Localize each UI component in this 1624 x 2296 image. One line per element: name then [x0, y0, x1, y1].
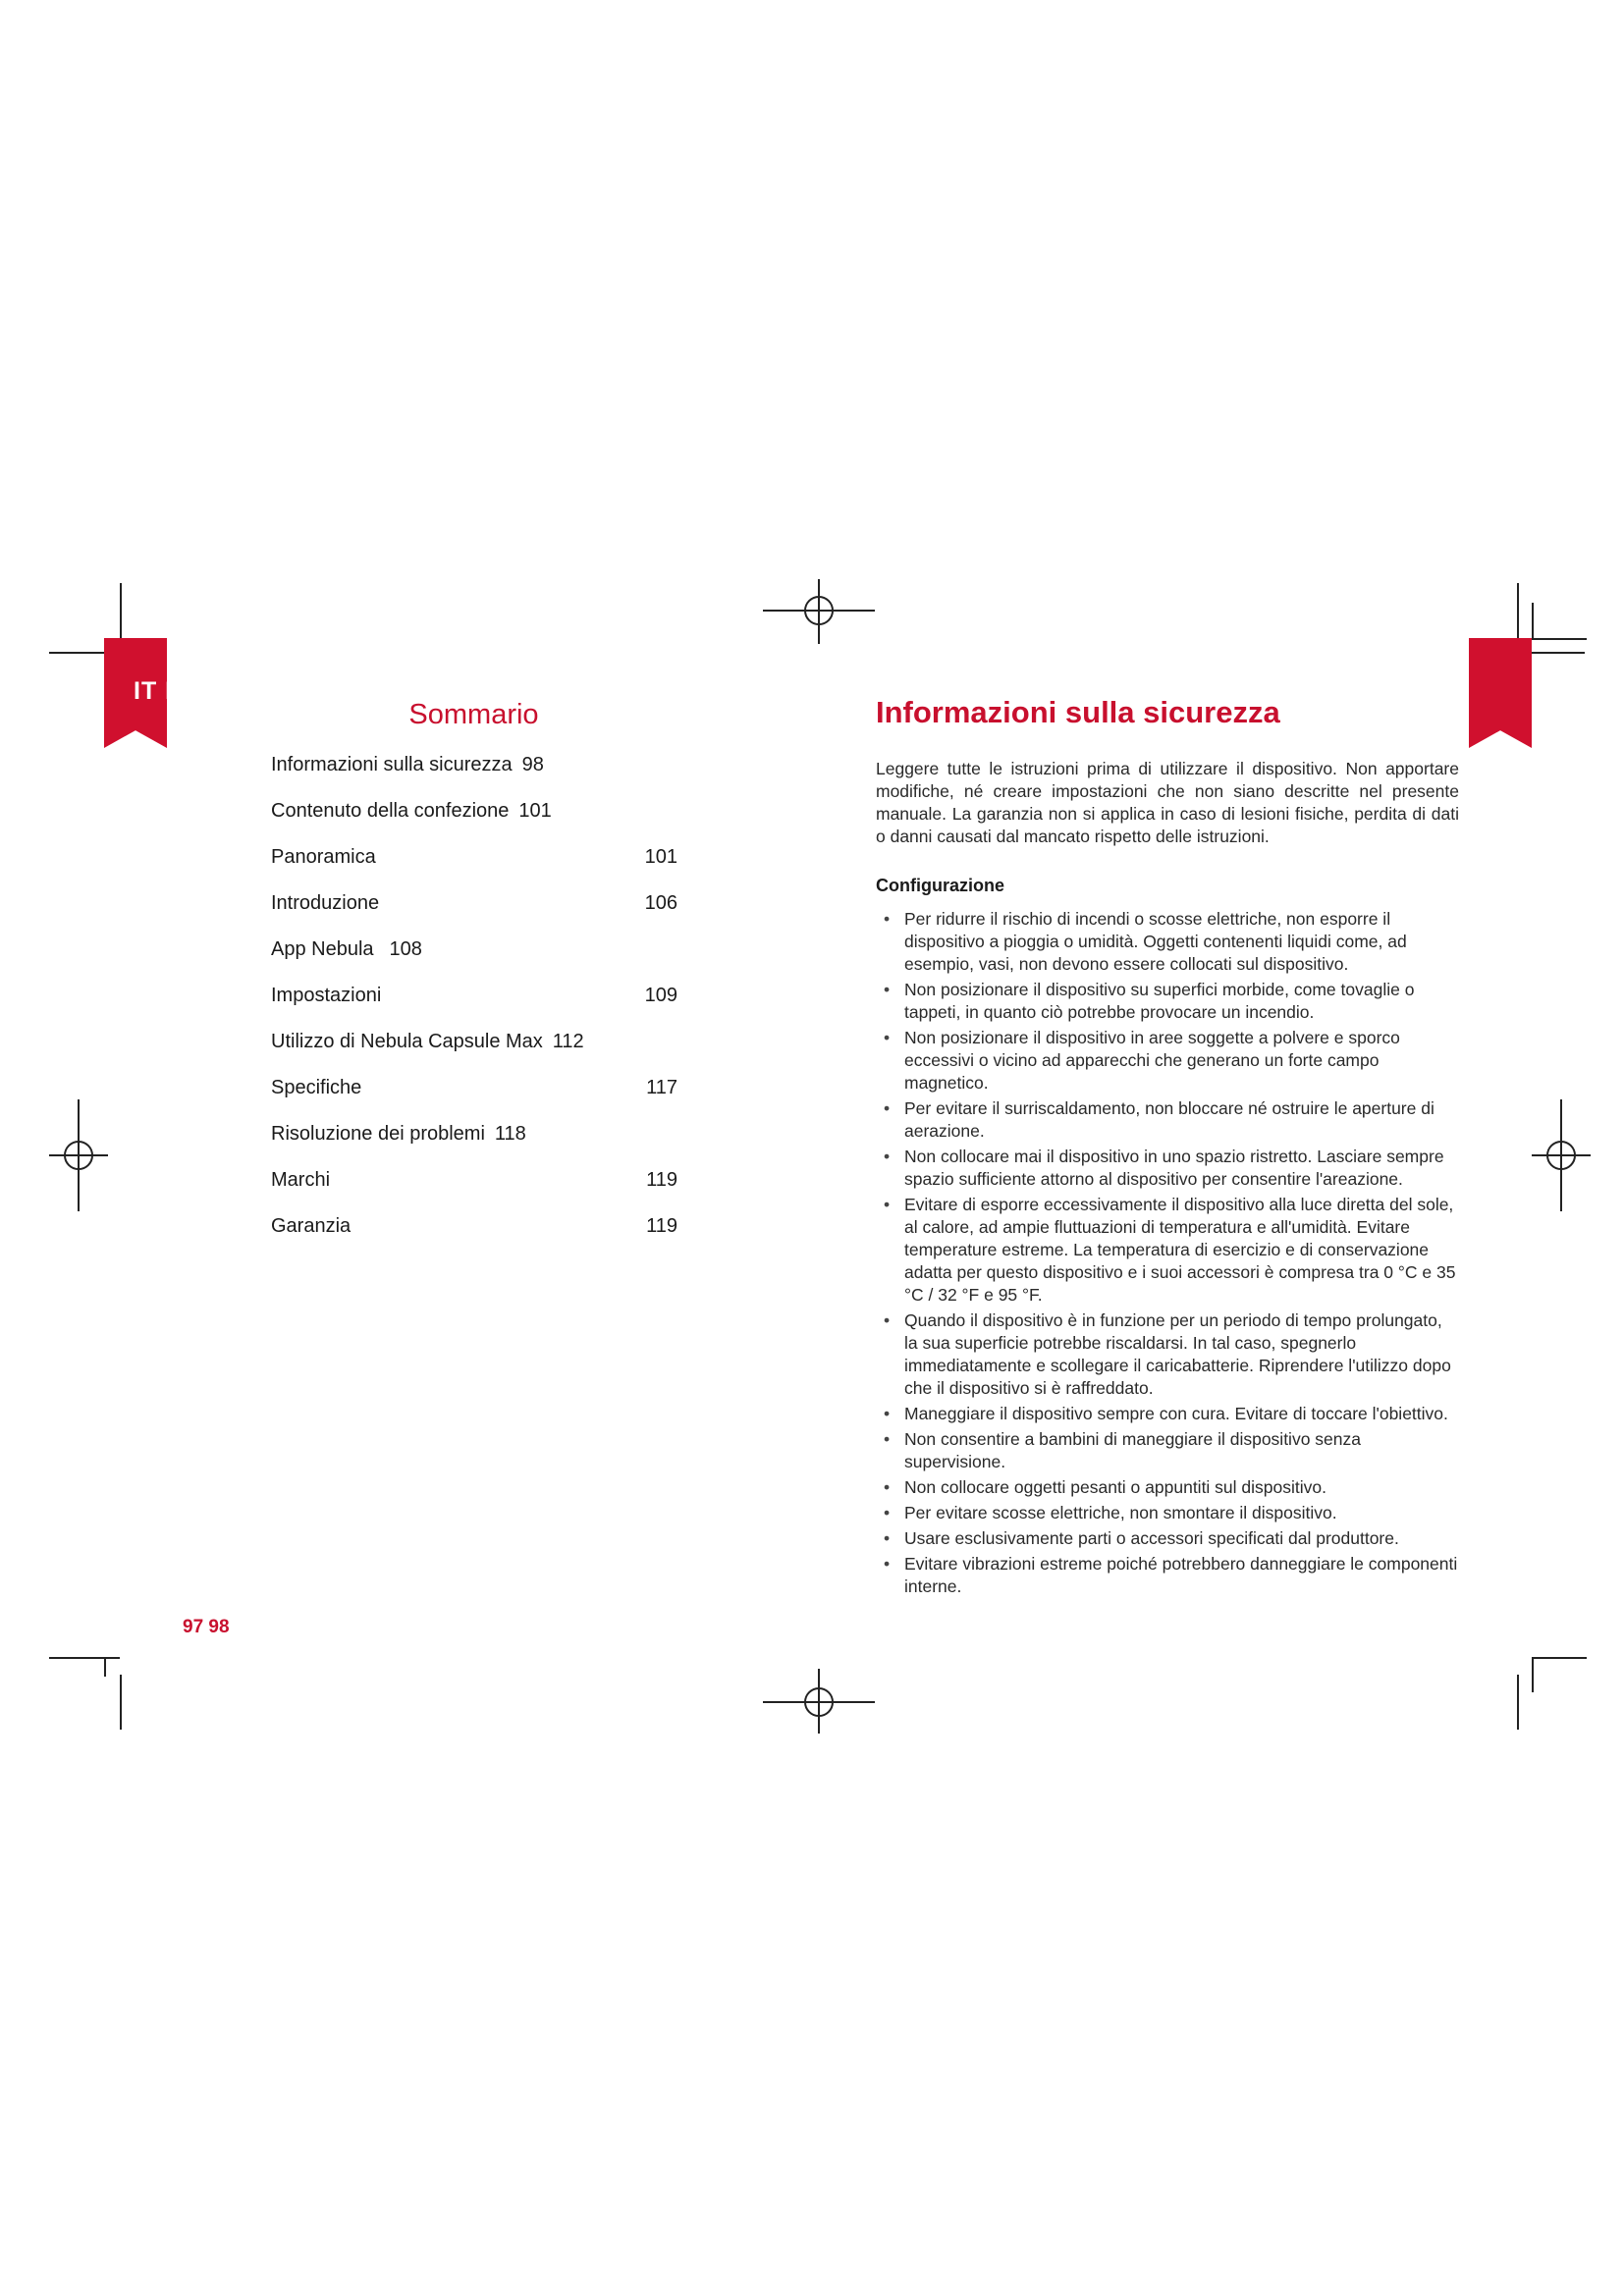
toc-entry[interactable]: Garanzia 119 [271, 1215, 677, 1237]
toc-entry[interactable]: App Nebula 108 [271, 938, 422, 960]
list-item: • Non collocare mai il dispositivo in uno spazio ristretto. Lasciare sempre spazio sufficiente attorno al dispositivo per consentire l'areazione. [876, 1146, 1459, 1191]
toc-entry[interactable]: Panoramica 101 [271, 846, 677, 868]
list-item: • Evitare vibrazioni estreme poiché potrebbero danneggiare le componenti interne. [876, 1553, 1459, 1598]
list-item: • Per evitare scosse elettriche, non smontare il dispositivo. [876, 1502, 1459, 1524]
list-item: • Per evitare il surriscaldamento, non bloccare né ostruire le aperture di aerazione. [876, 1097, 1459, 1143]
language-tab-label: IT I [134, 677, 174, 705]
list-item: • Evitare di esporre eccessivamente il dispositivo alla luce diretta del sole, al calore, ad ampie fluttuazioni di temperatura e all'umidità. Evitare temperature estreme. La temperatura di esercizio e di conservazione adatta per questo dispositivo e i suoi accessori è compresa tra 0 °C e 35 °C / 32 °F e 95 °F. [876, 1194, 1459, 1307]
intro-paragraph: Leggere tutte le istruzioni prima di utilizzare il dispositivo. Non apportare modifiche, né creare impostazioni che non siano descritte nel presente manuale. La garanzia non si applica in caso di lesioni fisiche, perdita di dati o danni causati dal mancato rispetto delle istruzioni. [876, 759, 1459, 846]
toc-entry[interactable]: Specifiche 117 [271, 1077, 677, 1098]
ribbon-right [1469, 638, 1532, 748]
section-heading: Informazioni sulla sicurezza [876, 695, 1280, 729]
subheading-configurazione: Configurazione [876, 876, 1004, 895]
list-item: • Quando il dispositivo è in funzione per un periodo di tempo prolungato, la sua superficie potrebbe riscaldarsi. In tal caso, spegnerlo immediatamente e scollegare il caricabatterie. Riprendere l'utilizzo dopo che il dispositivo si è raffreddato. [876, 1309, 1459, 1400]
list-item: • Non posizionare il dispositivo su superfici morbide, come tovaglie o tappeti, in quanto ciò potrebbe provocare un incendio. [876, 979, 1459, 1024]
toc-entry[interactable]: Utilizzo di Nebula Capsule Max 112 [271, 1031, 584, 1052]
list-item: • Maneggiare il dispositivo sempre con cura. Evitare di toccare l'obiettivo. [876, 1403, 1459, 1425]
safety-section [876, 695, 1459, 1601]
list-item: • Non consentire a bambini di maneggiare il dispositivo senza supervisione. [876, 1428, 1459, 1473]
toc-entry[interactable]: Informazioni sulla sicurezza 98 [271, 754, 544, 775]
page-numbers: 97 98 [183, 1617, 230, 1637]
toc-title: Sommario [408, 699, 539, 730]
toc-entry[interactable]: Contenuto della confezione 101 [271, 800, 552, 822]
toc-entry[interactable]: Marchi 119 [271, 1169, 677, 1191]
toc-entry[interactable]: Impostazioni 109 [271, 985, 677, 1006]
list-item: • Per ridurre il rischio di incendi o scosse elettriche, non esporre il dispositivo a pioggia o umidità. Oggetti contenenti liquidi come, ad esempio, vasi, non devono essere collocati sul dispositivo. [876, 908, 1459, 976]
safety-bullet-list [876, 908, 1459, 1598]
toc-entry[interactable]: Risoluzione dei problemi 118 [271, 1123, 526, 1145]
list-item: • Non collocare oggetti pesanti o appuntiti sul dispositivo. [876, 1476, 1459, 1499]
list-item: • Non posizionare il dispositivo in aree soggette a polvere e sporco eccessivi o vicino ad apparecchi che generano un forte campo magnetico. [876, 1027, 1459, 1095]
toc-entry[interactable]: Introduzione 106 [271, 892, 677, 914]
list-item: • Usare esclusivamente parti o accessori specificati dal produttore. [876, 1527, 1459, 1550]
